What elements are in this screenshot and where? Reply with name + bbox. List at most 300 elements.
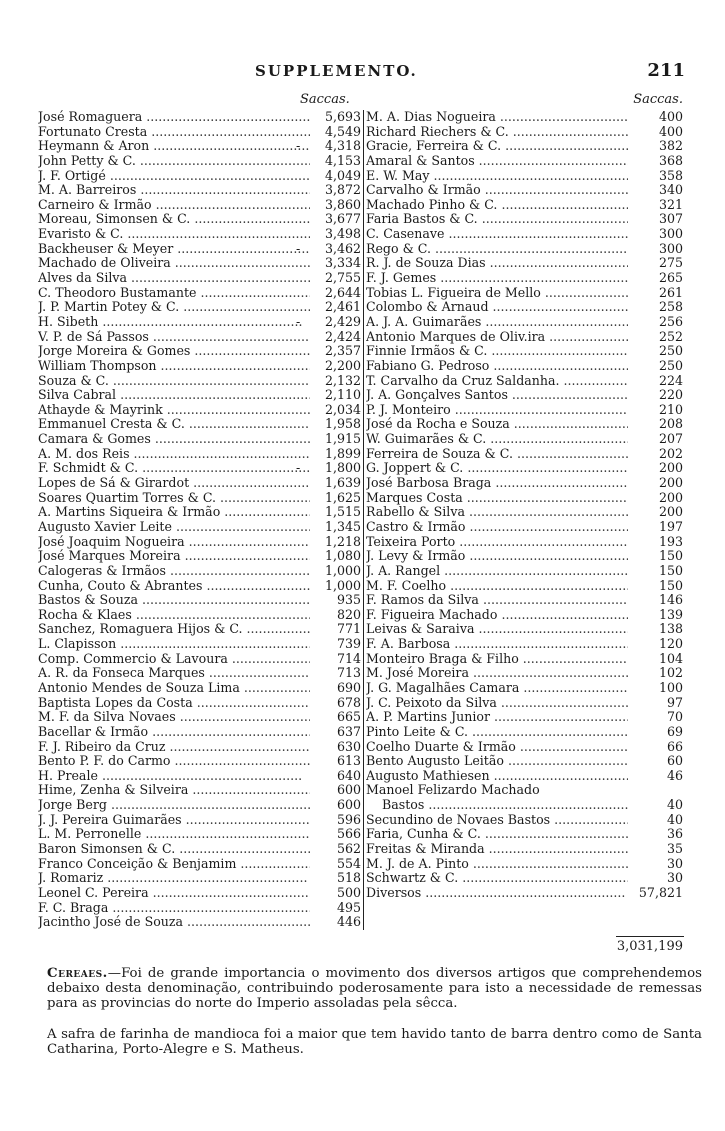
page-number: 211 [647,60,685,81]
sacks-value: 100 [658,680,683,695]
sacks-value: 210 [658,402,683,417]
firm-name: José Romaguera ..... [38,110,310,125]
table-row [38,300,363,315]
firm-name: Bento Augusto Leitão ..... [366,754,628,769]
table-row [364,461,684,476]
sacks-value: 1,639 [324,476,361,491]
sacks-value: 220 [658,388,683,403]
sacks-value: 1,899 [324,446,361,461]
table-row [38,886,363,901]
table-row [364,447,684,462]
firm-name: Souza & C. ..... [38,374,310,389]
sacks-value: 562 [336,842,361,857]
firm-name: Leonel C. Pereira ..... [38,886,310,901]
firm-name: Comp. Commercio & Lavoura ..... [38,652,310,667]
firm-name: Moreau, Simonsen & C. ..... [38,212,310,227]
sacks-value: 2,424 [324,329,361,344]
sacks-value: 150 [658,563,683,578]
sacks-value: 120 [658,637,683,652]
firm-name: Lopes de Sá & Girardot ..... [38,476,310,491]
table-row [38,871,363,886]
table-row [38,740,363,755]
firm-name: Carvalho & Irmão ..... [366,183,628,198]
sacks-value: 690 [336,680,361,695]
firm-name: Athayde & Mayrink ..... [38,403,310,418]
sacks-value: 3,462 [324,241,361,256]
firm-name: W. Guimarães & C. ..... [366,432,628,447]
table-row [364,169,684,184]
firm-name: J. C. Peixoto da Silva ..... [366,696,628,711]
firm-name: J. J. Pereira Guimarães ..... [38,813,310,828]
table-row [364,827,684,842]
firm-name: Bacellar & Irmão ..... [38,725,310,740]
units-label-left: Saccas. [300,92,350,107]
table-row [38,901,363,916]
firm-name: R. J. de Souza Dias ..... [366,256,628,271]
table-row [364,696,684,711]
sacks-value: 200 [658,461,683,476]
table-row [38,725,363,740]
sacks-value: 771 [336,622,361,637]
table-row [38,374,363,389]
table-row [364,710,684,725]
firm-name: A. P. Martins Junior ..... [366,710,628,725]
firm-name: Rego & C. ..... [366,242,628,257]
sacks-value: 40 [666,812,683,827]
firm-name: John Petty & C. ..... [38,154,310,169]
sacks-value: 40 [666,798,683,813]
firm-name: Jorge Moreira & Gomes ..... [38,344,310,359]
table-row [364,593,684,608]
sacks-value: 97 [666,695,683,710]
sacks-value: 446 [336,915,361,930]
table-row [38,798,363,813]
sacks-value: 202 [658,446,683,461]
page-header [0,60,725,82]
sacks-value: 4,049 [324,168,361,183]
sacks-value: 146 [658,593,683,608]
sacks-value: 2,200 [324,358,361,373]
sacks-value: 4,318 [324,139,361,154]
table-row [364,637,684,652]
sacks-value: 70 [666,710,683,725]
table-row [38,608,363,623]
sacks-value: 1,800 [324,461,361,476]
firm-name: Fortunato Cresta ..... [38,125,310,140]
firm-name: Freitas & Miranda ..... [366,842,628,857]
sacks-value: 30 [666,871,683,886]
table-row [364,417,684,432]
firm-name: Hime, Zenha & Silveira ..... [38,783,310,798]
sacks-value: 500 [336,885,361,900]
sacks-value: 400 [658,110,683,124]
firm-name: José da Rocha e Souza ..... [366,417,628,432]
sacks-value: 1,958 [324,417,361,432]
table-row [364,608,684,623]
sacks-value: 714 [336,651,361,666]
table-row [38,432,363,447]
units-label-right: Saccas. [633,92,683,107]
sacks-value: 3,677 [324,212,361,227]
table-row [38,754,363,769]
sacks-value: 300 [658,227,683,242]
firm-name: Camara & Gomes ..... [38,432,310,447]
table-row [38,227,363,242]
sacks-value: 2,755 [324,271,361,286]
table-row [38,710,363,725]
table-row [38,520,363,535]
firm-name: Silva Cabral ..... [38,388,310,403]
firm-name: M. F. da Silva Novaes ..... [38,710,310,725]
table-row [38,344,363,359]
firm-name: Manoel Felizardo Machado [366,783,540,798]
firm-name: Cunha, Couto & Abrantes ..... [38,579,310,594]
firm-name: Monteiro Braga & Filho ..... [366,652,628,667]
sacks-value: 3,334 [324,256,361,271]
table-row [38,842,363,857]
sacks-value: 321 [658,197,683,212]
sacks-value: 256 [658,314,683,329]
table-row [364,154,684,169]
sacks-value: 2,644 [324,285,361,300]
firm-name: G. Joppert & C. ..... [366,461,628,476]
sacks-value: 1,218 [324,534,361,549]
sacks-value: 368 [658,153,683,168]
firm-name: F. Figueira Machado ..... [366,608,628,623]
sacks-value: 138 [658,622,683,637]
table-row [38,783,363,798]
table-row [38,417,363,432]
sacks-value: 200 [658,490,683,505]
table-row [38,242,363,257]
table-row [38,827,363,842]
table-row [364,783,684,798]
sacks-value: 2,461 [324,300,361,315]
firm-name: J. G. Magalhães Camara ..... [366,681,628,696]
table-row [364,666,684,681]
table-row [364,242,684,257]
dash-mark: - [296,461,301,476]
firm-name: Tobias L. Figueira de Mello ..... [366,286,628,301]
sacks-value: 400 [658,124,683,139]
firm-name: T. Carvalho da Cruz Saldanha. ..... [366,374,628,389]
table-row [364,871,684,886]
sacks-value: 35 [666,842,683,857]
sacks-value: 66 [666,739,683,754]
sacks-value: 30 [666,856,683,871]
firm-name: Gracie, Ferreira & C. ..... [366,139,628,154]
sacks-value: 207 [658,432,683,447]
table-row [364,491,684,506]
sacks-value: 275 [658,256,683,271]
firm-name: V. P. de Sá Passos ..... [38,330,310,345]
table-row [364,754,684,769]
dash-mark: - [296,314,301,329]
firm-name: Leivas & Saraiva ..... [366,622,628,637]
table-row [364,315,684,330]
table-row [364,520,684,535]
firm-name: Finnie Irmãos & C. ..... [366,344,628,359]
sacks-value: 1,515 [324,505,361,520]
firm-name: J. A. Rangel ..... [366,564,628,579]
sacks-value: 208 [658,417,683,432]
table-row [38,476,363,491]
firm-name: J. Romariz ..... [38,871,310,886]
table-row [364,388,684,403]
firm-name: E. W. May ..... [366,169,628,184]
firm-name: F. J. Gemes ..... [366,271,628,286]
sacks-value: 1,345 [324,519,361,534]
firm-name: A. M. dos Reis ..... [38,447,310,462]
sacks-value: 596 [336,812,361,827]
sacks-value: 200 [658,476,683,491]
sacks-value: 2,429 [324,314,361,329]
page-title: SUPPLEMENTO. [255,62,418,80]
sacks-value: 300 [658,241,683,256]
firm-name: L. Clapisson ..... [38,637,310,652]
firm-name: Baptista Lopes da Costa ..... [38,696,310,711]
table-row [38,286,363,301]
table-row [38,139,363,154]
firm-name: Backheuser & Meyer ..... [38,242,310,257]
right-column [364,110,684,901]
table-row [364,842,684,857]
sacks-value: 2,034 [324,402,361,417]
firm-name: F. Schmidt & C. ..... [38,461,310,476]
table-row [38,593,363,608]
firm-name: Teixeira Porto ..... [366,535,628,550]
firm-name: J. A. Gonçalves Santos ..... [366,388,628,403]
table-row [38,579,363,594]
firm-name: Secundino de Novaes Bastos ..... [366,813,628,828]
firm-name: Fabiano G. Pedroso ..... [366,359,628,374]
table-row [38,769,363,784]
firm-name: C. Theodoro Bustamante ..... [38,286,310,301]
sacks-value: 139 [658,607,683,622]
table-row [38,388,363,403]
sacks-value: 250 [658,358,683,373]
table-row [38,315,363,330]
sacks-value: 193 [658,534,683,549]
firm-name: Colombo & Arnaud ..... [366,300,628,315]
table-row [364,359,684,374]
firm-name: Machado de Oliveira ..... [38,256,310,271]
sacks-value: 3,872 [324,183,361,198]
sacks-value: 1,915 [324,432,361,447]
firm-name: Schwartz & C. ..... [366,871,628,886]
paragraph-cereaes [47,967,702,1011]
table-row [38,491,363,506]
sacks-value: 60 [666,754,683,769]
table-row [364,769,684,784]
sacks-value: 200 [658,505,683,520]
firm-name: Marques Costa ..... [366,491,628,506]
sacks-value: 1,000 [324,563,361,578]
firm-name: F. Ramos da Silva ..... [366,593,628,608]
table-row [38,169,363,184]
sacks-value: 258 [658,300,683,315]
table-row [364,110,684,125]
sacks-value: 3,860 [324,197,361,212]
sacks-value: 69 [666,724,683,739]
firm-name: F. J. Ribeiro da Cruz ..... [38,740,310,755]
table-row [364,886,684,901]
sacks-value: 600 [336,783,361,798]
sacks-value: 640 [336,768,361,783]
firm-name: J. Levy & Irmão ..... [366,549,628,564]
sacks-value: 2,110 [324,388,361,403]
table-row [38,915,363,930]
firm-name: Franco Conceição & Benjamim ..... [38,857,310,872]
dash-mark: - [296,241,301,256]
firm-name: Antonio Marques de Oliv.ira ..... [366,330,628,345]
firm-name: Soares Quartim Torres & C. ..... [38,491,310,506]
table-row [38,564,363,579]
firm-name: F. C. Braga ..... [38,901,310,916]
firm-name: Sanchez, Romaguera Hijos & C. ..... [38,622,310,637]
table-row [364,857,684,872]
table-row [364,330,684,345]
firm-name: Ferreira de Souza & C. ..... [366,447,628,462]
sacks-value: 4,549 [324,124,361,139]
table-row [364,212,684,227]
table-row [364,300,684,315]
sacks-value: 102 [658,666,683,681]
firm-name: M. A. Dias Nogueira ..... [366,110,628,125]
grand-total: 3,031,199 [616,939,683,954]
table-row [364,125,684,140]
table-row [38,447,363,462]
table-row [364,549,684,564]
sacks-value: 250 [658,344,683,359]
firm-name: William Thompson ..... [38,359,310,374]
firm-name: Baron Simonsen & C. ..... [38,842,310,857]
sacks-value: 637 [336,724,361,739]
table-row [38,198,363,213]
firm-name: Calogeras & Irmãos ..... [38,564,310,579]
paragraph-text: —Foi de grande importancia o movimento dos diversos artigos que comprehendemos debaixo desta denominação, contribuindo poderosamente para isto a necessidade de remessas para as provincias do norte do Imperio assoladas pela sêcca. [47,966,702,1011]
firm-name: Evaristo & C. ..... [38,227,310,242]
table-row [38,857,363,872]
firm-name: José Joaquim Nogueira ..... [38,535,310,550]
table-row [364,564,684,579]
table-row [38,403,363,418]
table-row [364,344,684,359]
table-row [38,505,363,520]
sacks-value: 600 [336,798,361,813]
sacks-value: 224 [658,373,683,388]
firm-name: J. F. Ortigé ..... [38,169,310,184]
table-row [364,622,684,637]
sacks-value: 104 [658,651,683,666]
table-row [364,256,684,271]
firm-name: Rocha & Klaes ..... [38,608,310,623]
sacks-value: 46 [666,768,683,783]
table-row [38,271,363,286]
table-row [364,374,684,389]
firm-name: Diversos ..... [366,886,628,901]
table-row [38,125,363,140]
firm-name: J. P. Martin Potey & C. ..... [38,300,310,315]
firm-name: M. J. de A. Pinto ..... [366,857,628,872]
firm-name: Coelho Duarte & Irmão ..... [366,740,628,755]
firm-name: Bento P. F. do Carmo ..... [38,754,310,769]
sacks-value: 1,000 [324,578,361,593]
sacks-value: 3,498 [324,227,361,242]
firm-name: Antonio Mendes de Souza Lima ..... [38,681,310,696]
firm-name: F. A. Barbosa ..... [366,637,628,652]
firm-name: M. F. Coelho ..... [366,579,628,594]
firm-name: Castro & Irmão ..... [366,520,628,535]
firm-name: C. Casenave ..... [366,227,628,242]
sacks-value: 554 [336,856,361,871]
paragraph-lead: Cereaes. [47,966,108,981]
table-row [38,696,363,711]
table-row [364,740,684,755]
table-row [364,579,684,594]
firm-name: A. J. A. Guimarães ..... [366,315,628,330]
firm-name: Amaral & Santos ..... [366,154,628,169]
firm-name: José Barbosa Braga ..... [366,476,628,491]
firm-name: Bastos & Souza ..... [38,593,310,608]
table-row [38,681,363,696]
sacks-value: 935 [336,593,361,608]
sacks-value: 613 [336,754,361,769]
firm-name: Carneiro & Irmão ..... [38,198,310,213]
sacks-value: 382 [658,139,683,154]
firm-name: Jorge Berg ..... [38,798,310,813]
sacks-value: 265 [658,271,683,286]
sacks-value: 713 [336,666,361,681]
sacks-value: 36 [666,827,683,842]
table-row [38,154,363,169]
left-column [38,110,364,930]
sacks-value: 2,357 [324,344,361,359]
firm-name: A. Martins Siqueira & Irmão ..... [38,505,310,520]
dash-mark: - [296,139,301,154]
sacks-value: 820 [336,607,361,622]
sacks-value: 630 [336,739,361,754]
table-row [364,271,684,286]
firm-name: Alves da Silva ..... [38,271,310,286]
table-row [364,198,684,213]
firm-name: L. M. Perronelle ..... [38,827,310,842]
table-row [38,256,363,271]
firm-name: Augusto Xavier Leite ..... [38,520,310,535]
sacks-value: 261 [658,285,683,300]
sacks-value: 252 [658,329,683,344]
sacks-value: 518 [336,871,361,886]
table-row [38,652,363,667]
table-row [38,813,363,828]
sacks-value: 1,080 [324,549,361,564]
paragraph-text: A safra de farinha de mandioca foi a maior que tem havido tanto de barra dentro como de Santa Catharina, Porto-Alegre e S. Matheus. [47,1027,702,1057]
sacks-value: 2,132 [324,373,361,388]
table-row [364,227,684,242]
firm-name: Richard Riechers & C. ..... [366,125,628,140]
sacks-value: 57,821 [638,885,683,900]
sacks-value: 665 [336,710,361,725]
table-row [38,637,363,652]
table-row [364,652,684,667]
sacks-value: 4,153 [324,153,361,168]
firm-name: Machado Pinho & C. ..... [366,198,628,213]
table-row [38,359,363,374]
table-row [38,535,363,550]
table-row [38,622,363,637]
sacks-value: 566 [336,827,361,842]
firm-name: Heymann & Aron ..... [38,139,310,154]
